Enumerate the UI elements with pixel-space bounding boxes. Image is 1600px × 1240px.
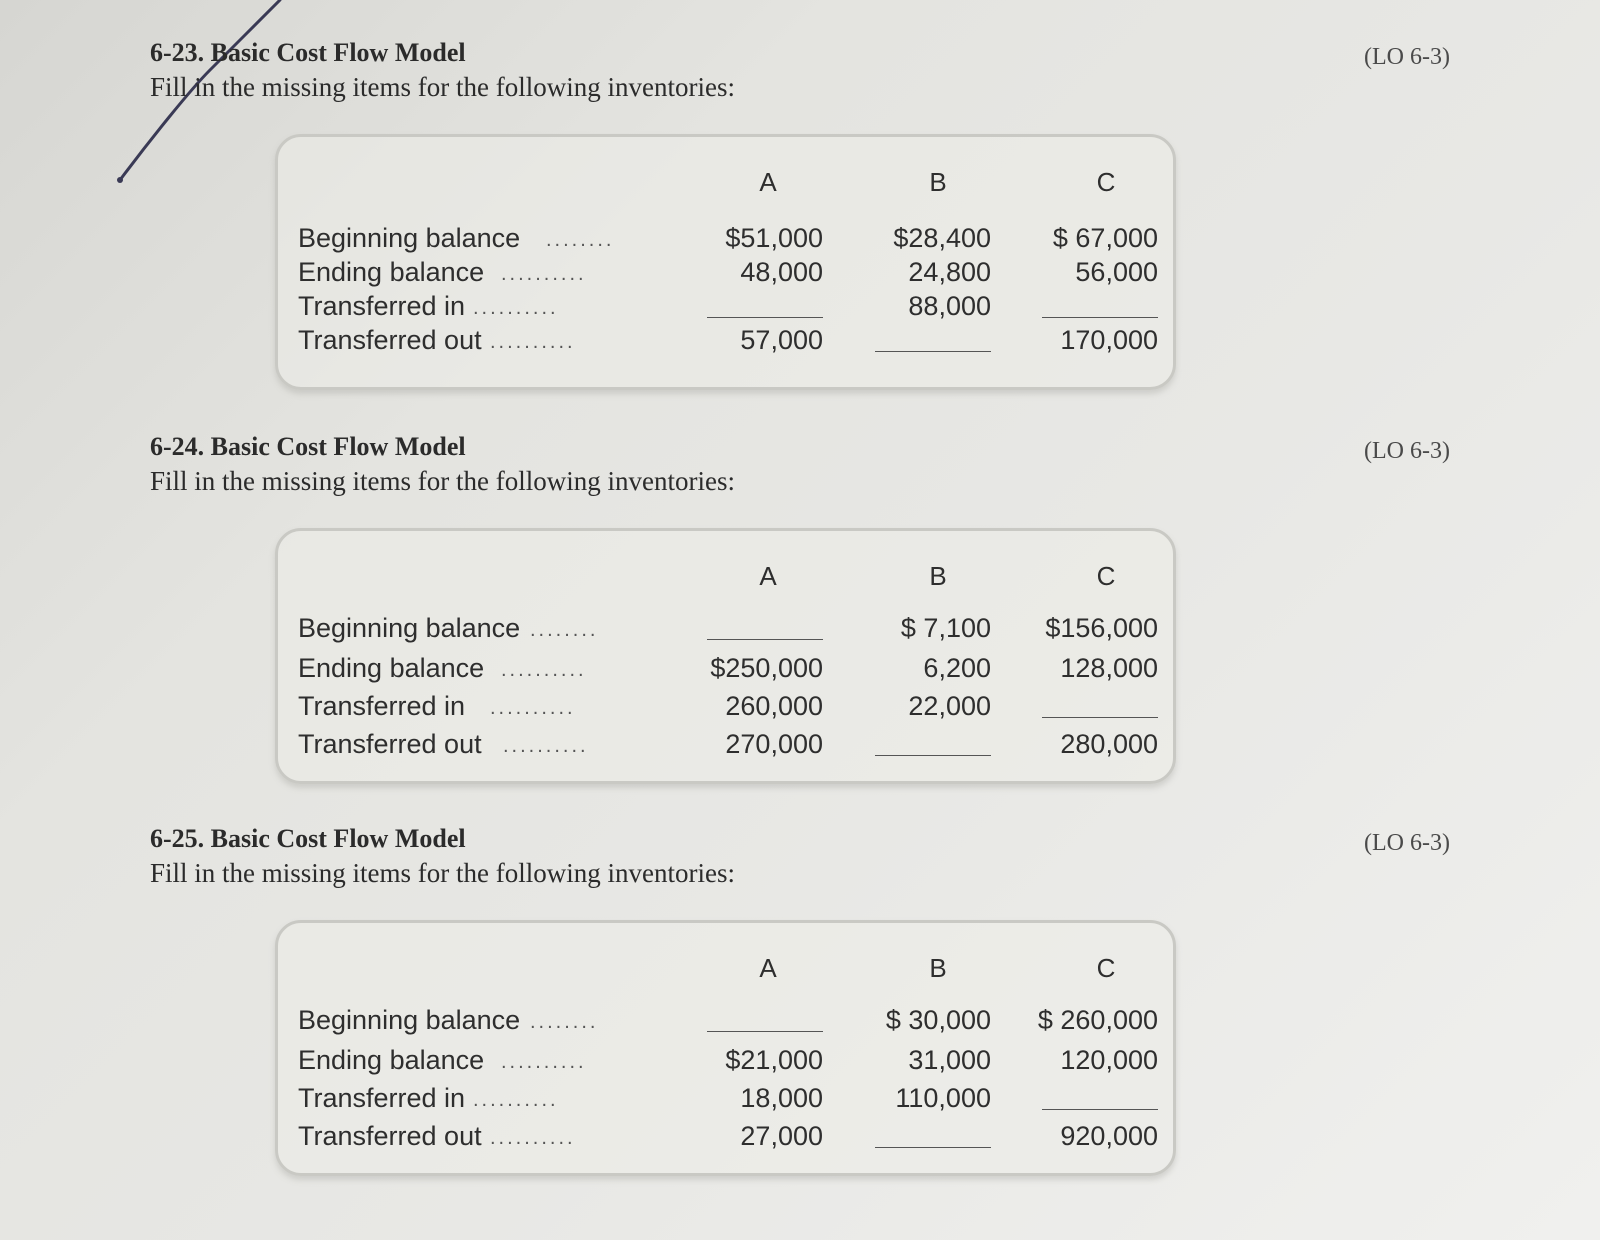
inventory-table [275,134,1176,390]
table-row-ending-balance [298,257,1158,291]
cell-a: $21,000 [725,1045,823,1075]
dot-leader: ........ [530,619,599,641]
answer-blank-line [1042,717,1158,718]
table-row-beginning-balance [298,223,1158,257]
cell-c: 120,000 [1060,1045,1158,1075]
cell-b: 31,000 [908,1045,991,1075]
table-row-ending-balance [298,653,1158,687]
dot-leader: .......... [490,331,576,353]
column-header-a: A [759,561,777,591]
column-header-c: C [1096,953,1116,983]
problem-instruction: Fill in the missing items for the following inventories: [150,858,735,888]
dot-leader: .......... [501,659,587,681]
cell-a: 48,000 [740,257,823,287]
answer-blank-line [1042,1109,1158,1110]
cell-a: $250,000 [710,653,823,683]
dot-leader: .......... [501,263,587,285]
cell-c: 920,000 [1060,1121,1158,1151]
answer-blank-line [707,639,823,640]
dot-leader: .......... [473,297,559,319]
table-row-beginning-balance [298,1005,1158,1039]
row-label: Transferred in [298,1083,466,1113]
problem-6-25 [150,824,1470,1151]
cell-c: 170,000 [1060,325,1158,355]
dot-leader: .......... [501,1051,587,1073]
table-row-transferred-in [298,291,1158,325]
problem-instruction: Fill in the missing items for the following inventories: [150,72,735,102]
row-label: Beginning balance [298,1005,521,1035]
problem-header [150,432,1470,522]
answer-blank-line [707,317,823,318]
inventory-table [275,920,1176,1176]
dot-leader: .......... [473,1089,559,1111]
cell-a: $51,000 [725,223,823,253]
table-row-transferred-out [298,729,1158,763]
table-row-beginning-balance [298,613,1158,647]
row-label: Transferred out [298,325,482,355]
column-header-b: B [929,561,947,591]
problem-header [150,38,1470,128]
cell-c: $ 260,000 [1037,1005,1158,1035]
inventory-table [275,528,1176,784]
cell-a: 260,000 [725,691,823,721]
row-label: Transferred out [298,729,482,759]
table-row-transferred-in [298,1083,1158,1117]
column-header-b: B [929,953,947,983]
column-header-a: A [759,953,777,983]
cell-b: 22,000 [908,691,991,721]
cell-b: 6,200 [923,653,991,683]
problem-title: 6-23. Basic Cost Flow Model [150,38,466,67]
cell-c: $ 67,000 [1052,223,1158,253]
table-row-transferred-out [298,1121,1158,1155]
table-row-ending-balance [298,1045,1158,1079]
cell-b: 88,000 [908,291,991,321]
problem-instruction: Fill in the missing items for the following inventories: [150,466,735,496]
cell-c: 280,000 [1060,729,1158,759]
dot-leader: ........ [546,229,615,251]
table-row-transferred-in [298,691,1158,725]
dot-leader: .......... [490,697,576,719]
cell-b: 24,800 [908,257,991,287]
learning-objective-ref: (LO 6-3) [1364,830,1450,856]
cell-c: $156,000 [1045,613,1158,643]
problem-title: 6-25. Basic Cost Flow Model [150,824,466,853]
column-header-a: A [759,167,777,197]
cell-c: 128,000 [1060,653,1158,683]
dot-leader: .......... [503,735,589,757]
learning-objective-ref: (LO 6-3) [1364,44,1450,70]
answer-blank-line [875,1147,991,1148]
cell-a: 270,000 [725,729,823,759]
cell-b: $ 7,100 [900,613,991,643]
row-label: Ending balance [298,257,485,287]
problem-header [150,824,1470,914]
cell-b: 110,000 [895,1083,991,1113]
dot-leader: ........ [530,1011,599,1033]
answer-blank-line [875,755,991,756]
dot-leader: .......... [490,1127,576,1149]
answer-blank-line [707,1031,823,1032]
answer-blank-line [1042,317,1158,318]
row-label: Beginning balance [298,613,521,643]
row-label: Ending balance [298,653,485,683]
row-label: Ending balance [298,1045,485,1075]
table-row-transferred-out [298,325,1158,359]
problem-title: 6-24. Basic Cost Flow Model [150,432,466,461]
problem-6-24 [150,432,1470,759]
column-header-c: C [1096,167,1116,197]
problem-6-23 [150,38,1470,355]
cell-a: 27,000 [740,1121,823,1151]
row-label: Transferred in [298,291,466,321]
row-label: Transferred out [298,1121,482,1151]
row-label: Beginning balance [298,223,521,253]
cell-b: $28,400 [893,223,991,253]
cell-a: 57,000 [740,325,823,355]
cell-a: 18,000 [740,1083,823,1113]
row-label: Transferred in [298,691,466,721]
column-header-b: B [929,167,947,197]
column-header-c: C [1096,561,1116,591]
learning-objective-ref: (LO 6-3) [1364,438,1450,464]
cell-b: $ 30,000 [885,1005,991,1035]
cell-c: 56,000 [1075,257,1158,287]
answer-blank-line [875,351,991,352]
